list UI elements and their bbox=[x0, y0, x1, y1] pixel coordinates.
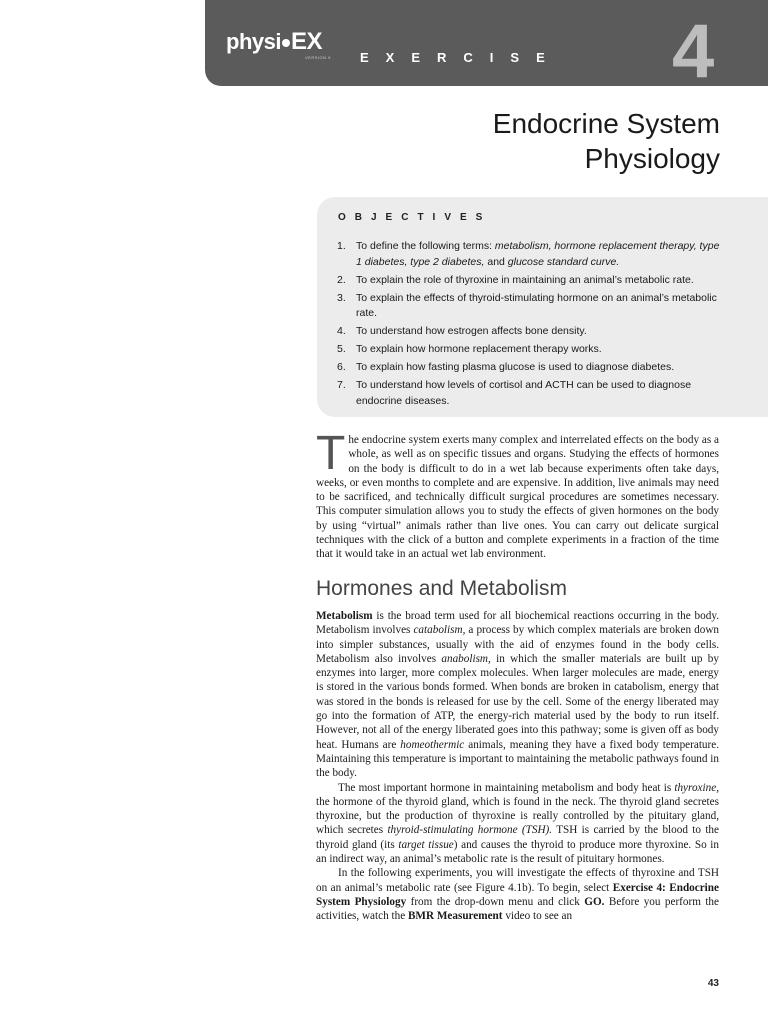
physioex-logo bbox=[226, 28, 322, 56]
bold-term: GO. bbox=[584, 895, 605, 908]
objective-text: To explain how fasting plasma glucose is used to diagnose diabetes. bbox=[356, 361, 675, 373]
objective-term: glucose standard curve. bbox=[507, 255, 620, 268]
bold-term: BMR Measurement bbox=[407, 910, 503, 923]
text-run: in which the smaller materials are built up by enzymes into larger, more complex molecules. When larger molecules are made, energy is stored in the various bonds formed. When bonds are broken in catabolism, energy that was stored in the bonds is released for use by the cell. Some of the energy liberated may go into the formation of ATP, the energy-rich material used by the body to run itself. However, not all of the energy liberated goes into this pathway; some is given off as body heat. Humans are bbox=[316, 652, 719, 751]
italic-term: target tissue bbox=[398, 838, 454, 851]
objectives-heading: OBJECTIVES bbox=[338, 212, 492, 223]
objective-text: To define the following terms: bbox=[356, 240, 495, 252]
logo-version: VERSION 9 bbox=[305, 55, 331, 60]
objectives-list bbox=[337, 239, 727, 412]
objective-item bbox=[337, 360, 727, 376]
text-run: animals, meaning they have a fixed body temperature. Maintaining this temperature is important to maintaining the metabolic pathways found in the body. bbox=[316, 738, 720, 780]
objective-term: metabolism, hormone replacement therapy, type 1 diabetes, type 2 diabetes, bbox=[356, 240, 720, 268]
text-run: Before you perform the activities, watch the bbox=[316, 895, 719, 923]
text-run: from the drop-down menu and click bbox=[406, 895, 585, 908]
objective-item bbox=[337, 324, 727, 340]
body-paragraph-3 bbox=[316, 866, 719, 923]
body-paragraph-1 bbox=[316, 609, 719, 781]
text-run: is the broad term used for all biochemical reactions occurring in the body. Metabolism involves bbox=[316, 610, 719, 637]
logo-text-physi: physi bbox=[226, 29, 281, 54]
objective-item bbox=[337, 291, 727, 322]
italic-term: anabolism, bbox=[441, 652, 491, 665]
intro-text: he endocrine system exerts many complex and interrelated effects on the body as a whole, as well as on specific tissues and organs. Studying the effects of hormones on the body is difficult to do in a wet lab because experiments often take days, weeks, or even months to complete and are expensive. In addition, live animals may need to be sacrificed, and technically difficult surgical procedures are sometimes necessary. This computer simulation allows you to study the effects of given hormones on the body by using “virtual” animals rather than live ones. You can carry out delicate surgical techniques with the click of a button and complete experiments in a fraction of the time that it would take in an actual wet lab environment. bbox=[316, 434, 719, 561]
objective-text: To explain the effects of thyroid-stimulating hormone on an animal’s metabolic rate. bbox=[356, 291, 717, 319]
text-run: the hormone of the thyroid gland, which is found in the neck. The thyroid gland secretes thyroxine, but the production of thyroxine is really controlled by the pituitary gland, which secretes bbox=[316, 795, 719, 837]
page-title-line-2: Physiology bbox=[584, 143, 720, 174]
italic-term: thyroxine, bbox=[674, 781, 719, 794]
section-body bbox=[316, 609, 719, 924]
page-title bbox=[300, 106, 720, 176]
logo-dot-icon bbox=[282, 39, 290, 47]
objective-item bbox=[337, 378, 727, 409]
objective-text: To understand how levels of cortisol and ACTH can be used to diagnose endocrine diseases. bbox=[356, 379, 692, 407]
objective-number: 3. bbox=[337, 291, 346, 304]
objective-item bbox=[337, 342, 727, 358]
objective-text: To understand how estrogen affects bone density. bbox=[356, 325, 587, 337]
objective-text: To explain the role of thyroxine in maintaining an animal’s metabolic rate. bbox=[356, 273, 694, 286]
section-heading: Hormones and Metabolism bbox=[316, 577, 567, 600]
objective-number: 2. bbox=[337, 273, 346, 286]
objective-number: 6. bbox=[337, 361, 346, 373]
objective-item bbox=[337, 239, 727, 270]
objective-text: To explain how hormone replacement therapy works. bbox=[356, 343, 602, 355]
objective-item bbox=[337, 273, 727, 289]
exercise-label: EXERCISE bbox=[360, 50, 562, 65]
intro-paragraph bbox=[316, 427, 719, 562]
exercise-number: 4 bbox=[672, 9, 715, 94]
italic-term: catabolism, bbox=[413, 624, 466, 637]
bold-term: Metabolism bbox=[316, 610, 373, 622]
page-number: 43 bbox=[707, 978, 719, 989]
text-run: video to see an bbox=[502, 910, 573, 923]
objective-number: 1. bbox=[337, 240, 346, 252]
logo-text-ex: EX bbox=[290, 28, 322, 55]
italic-term: thyroid-stimulating hormone (TSH). bbox=[387, 824, 553, 837]
drop-cap: T bbox=[316, 427, 346, 480]
text-run: ) and causes the thyroid to produce more thyroxine. So in an indirect way, an animal’s metabolic rate is the result of pituitary hormones. bbox=[316, 838, 719, 866]
objective-number: 7. bbox=[337, 379, 346, 391]
body-paragraph-2 bbox=[316, 781, 719, 867]
text-run: a process by which complex materials are broken down into simpler substances, usually with the aid of enzymes found in the body cells. Metabolism also involves bbox=[316, 624, 720, 665]
text-run: In the following experiments, you will investigate the effects of thyroxine and TSH on an animal’s metabolic rate (see Figure 4.1b). To begin, select bbox=[316, 867, 719, 894]
objective-number: 5. bbox=[337, 343, 346, 355]
objective-number: 4. bbox=[337, 325, 346, 337]
text-run: The most important hormone in maintaining metabolism and body heat is bbox=[338, 781, 675, 794]
objective-text: and bbox=[484, 255, 508, 268]
page-title-line-1: Endocrine System bbox=[492, 108, 720, 139]
text-run: TSH is carried by the blood to the thyroid gland (its bbox=[316, 824, 719, 851]
bold-term: Exercise 4: Endocrine System Physiology bbox=[316, 881, 719, 908]
italic-term: homeothermic bbox=[400, 738, 465, 751]
